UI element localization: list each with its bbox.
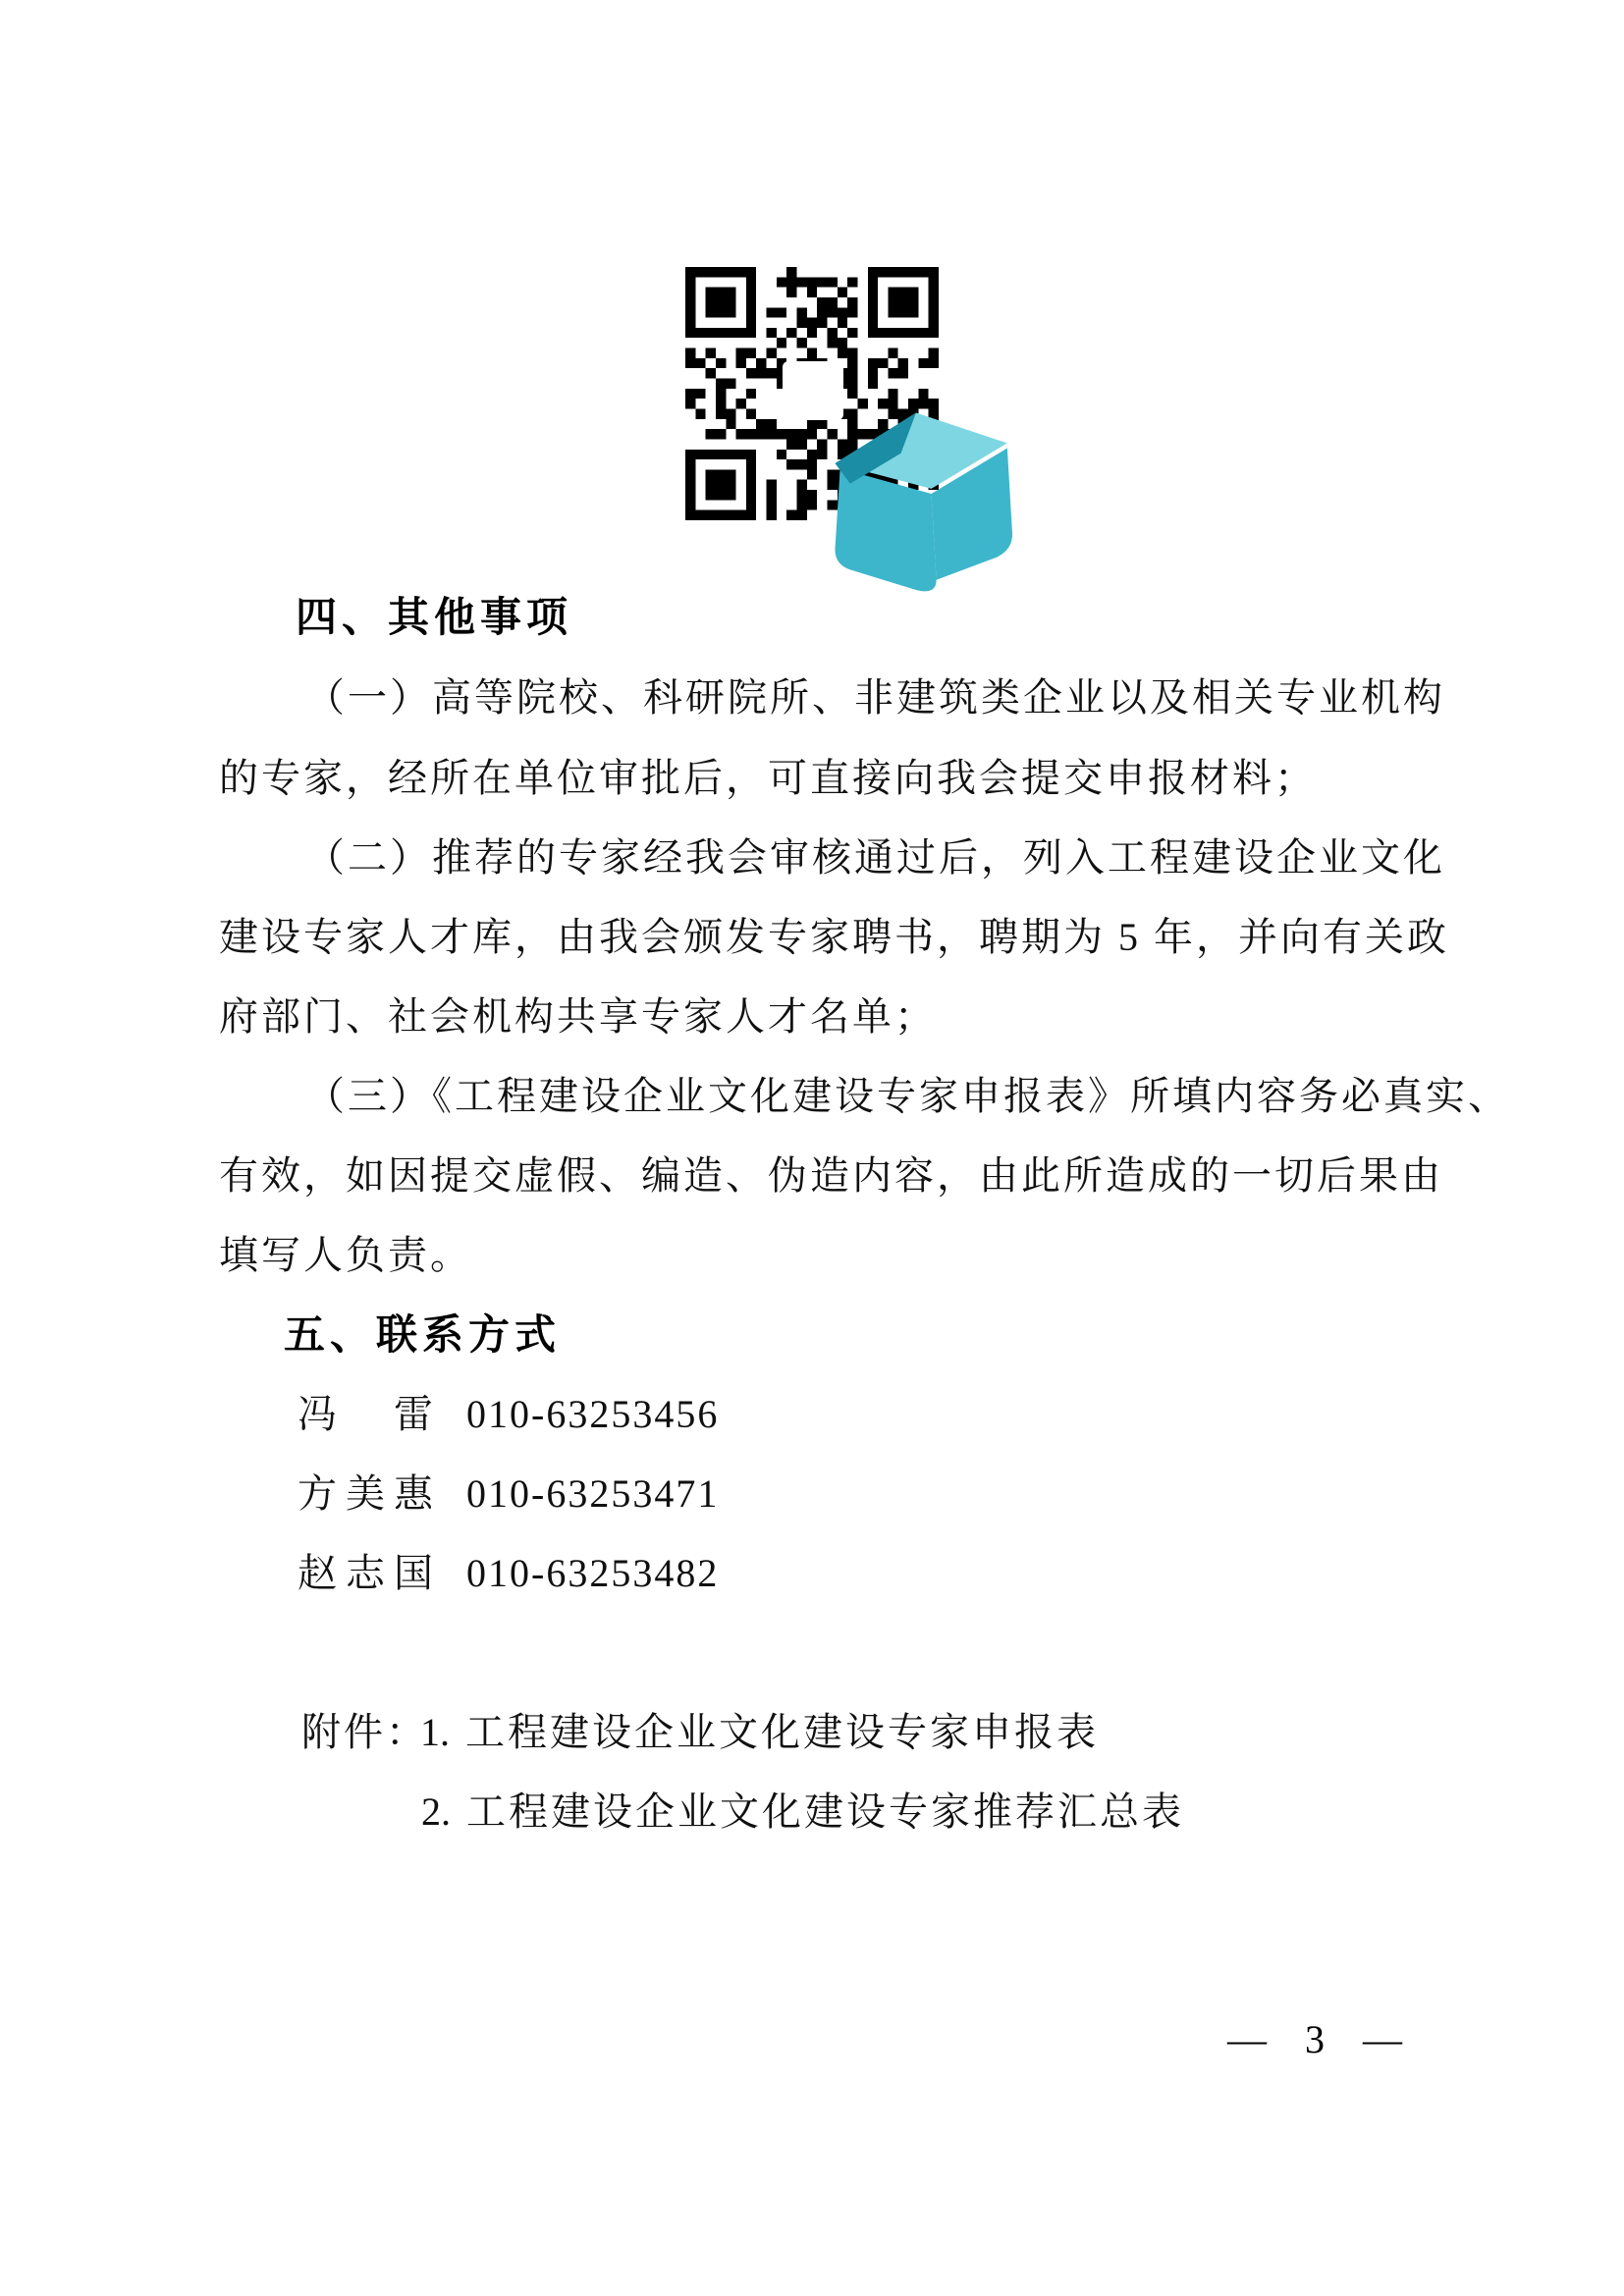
contact-row xyxy=(298,1390,719,1439)
page-number-dash-left: — xyxy=(1227,2017,1267,2061)
contact-name-char: 志 xyxy=(346,1551,385,1595)
attachments-label: 附件： xyxy=(301,1710,428,1754)
page-number-dash-right: — xyxy=(1363,2017,1402,2061)
contact-name-char: 方 xyxy=(298,1471,337,1516)
paragraph-1-line-1: （一）高等院校、科研院所、非建筑类企业以及相关专业机构 xyxy=(305,675,1445,720)
paragraph-1-line-2: 的专家，经所在单位审批后，可直接向我会提交申报材料； xyxy=(219,756,1317,800)
contact-row xyxy=(298,1469,719,1519)
paragraph-3-line-1: （三）《工程建设企业文化建设专家申报表》所填内容务必真实、 xyxy=(305,1074,1510,1118)
contact-name xyxy=(298,1469,433,1519)
attachment-1-number: 1. xyxy=(420,1710,450,1754)
section-heading-other-matters: 四、其他事项 xyxy=(296,594,573,640)
contact-row xyxy=(298,1549,719,1598)
contact-name-char: 赵 xyxy=(298,1551,337,1595)
attachments-line-1 xyxy=(301,1708,1099,1757)
section-heading-contact: 五、联系方式 xyxy=(284,1311,562,1358)
page-number-value: 3 xyxy=(1305,2017,1325,2061)
contact-name-char: 国 xyxy=(394,1551,433,1595)
contact-name-char: 美 xyxy=(346,1471,385,1516)
contact-name xyxy=(298,1390,433,1439)
paragraph-3-line-2: 有效，如因提交虚假、编造、伪造内容，由此所造成的一切后果由 xyxy=(219,1153,1443,1198)
contact-name-char: 雷 xyxy=(394,1392,433,1436)
paragraph-2-line-1: （二）推荐的专家经我会审核通过后，列入工程建设企业文化 xyxy=(305,835,1445,880)
paragraph-3-line-3: 填写人负责。 xyxy=(219,1233,472,1277)
contact-phone: 010-63253456 xyxy=(466,1392,720,1436)
paragraph-2-line-2: 建设专家人才库，由我会颁发专家聘书，聘期为 5 年，并向有关政 xyxy=(219,915,1449,959)
contact-name xyxy=(298,1549,433,1598)
attachments-line-2 xyxy=(421,1788,1184,1837)
contact-name-char: 惠 xyxy=(394,1471,433,1516)
contact-phone: 010-63253471 xyxy=(466,1471,720,1516)
attachment-2-number: 2. xyxy=(421,1789,451,1834)
page-number xyxy=(1227,2018,1402,2061)
contact-phone: 010-63253482 xyxy=(466,1551,720,1595)
qr-code xyxy=(685,267,939,520)
contact-name-char: 冯 xyxy=(298,1392,337,1436)
attachment-2-title: 工程建设企业文化建设专家推荐汇总表 xyxy=(466,1789,1184,1834)
qr-center-logo-icon xyxy=(789,367,1043,620)
attachment-1-title: 工程建设企业文化建设专家申报表 xyxy=(465,1710,1099,1754)
paragraph-2-line-3: 府部门、社会机构共享专家人才名单； xyxy=(219,994,937,1039)
